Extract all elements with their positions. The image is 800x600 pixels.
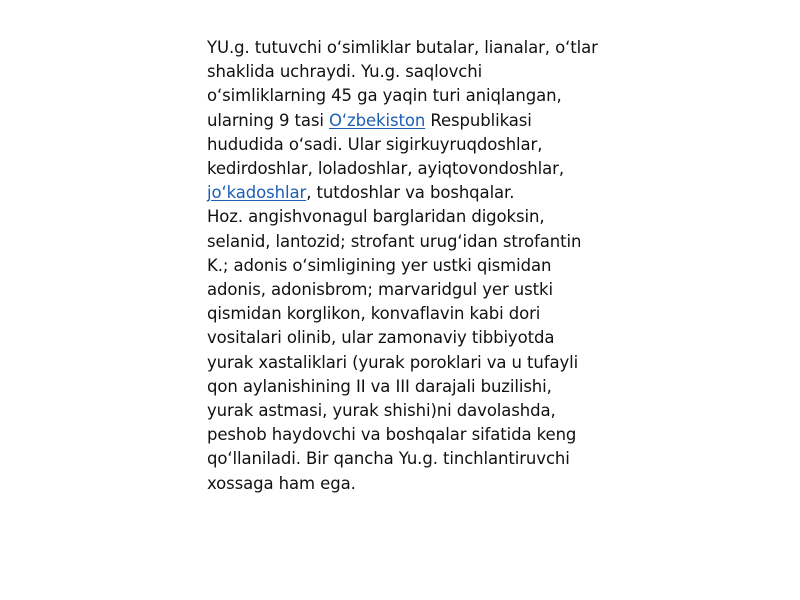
text-line: shaklida uchraydi. Yu.g. saqlovchi [207,62,483,82]
text-line: YU.g. tutuvchi o‘simliklar butalar, lianalar, o‘tlar [207,38,598,57]
text-line: o‘simliklarning 45 ga yaqin turi aniqlangan, [207,86,562,106]
text-line: qismidan korglikon, konvaflavin kabi dori [207,304,541,324]
text-line [207,109,607,133]
text-line: yurak astmasi, yurak shishi)ni davolashda, [207,401,556,421]
text-line: vositalari olinib, ular zamonaviy tibbiyotda [207,328,555,348]
text-line: Hoz. angishvonagul barglaridan digoksin, [207,207,545,227]
text-line: adonis, adonisbrom; marvaridgul yer ustki [207,280,553,300]
text-line: qon aylanishining II va III darajali buzilishi, [207,376,552,396]
text-fragment: ularning 9 tasi [207,110,330,130]
text-line: hududida o‘sadi. Ular sigirkuyruqdoshlar, [207,134,543,154]
body-text [207,36,607,496]
ozbekiston-link[interactable]: O‘zbekiston [329,110,426,130]
jokadoshlar-link[interactable]: jo‘kadoshlar [207,183,307,203]
text-line: qo‘llaniladi. Bir qancha Yu.g. tinchlantiruvchi [207,449,570,469]
text-line: peshob haydovchi va boshqalar sifatida keng [207,425,577,445]
text-fragment: , tutdoshlar va boshqalar. [306,183,515,203]
text-line [207,181,607,205]
text-line: kedirdoshlar, loladoshlar, ayiqtovondoshlar, [207,159,564,179]
text-line: xossaga ham ega. [207,473,356,493]
text-line: yurak xastaliklari (yurak poroklari va u tufayli [207,352,579,372]
text-line: K.; adonis o‘simligining yer ustki qismidan [207,255,552,275]
text-line: selanid, lantozid; strofant urug‘idan strofantin [207,231,582,251]
text-fragment: Respublikasi [425,110,532,130]
